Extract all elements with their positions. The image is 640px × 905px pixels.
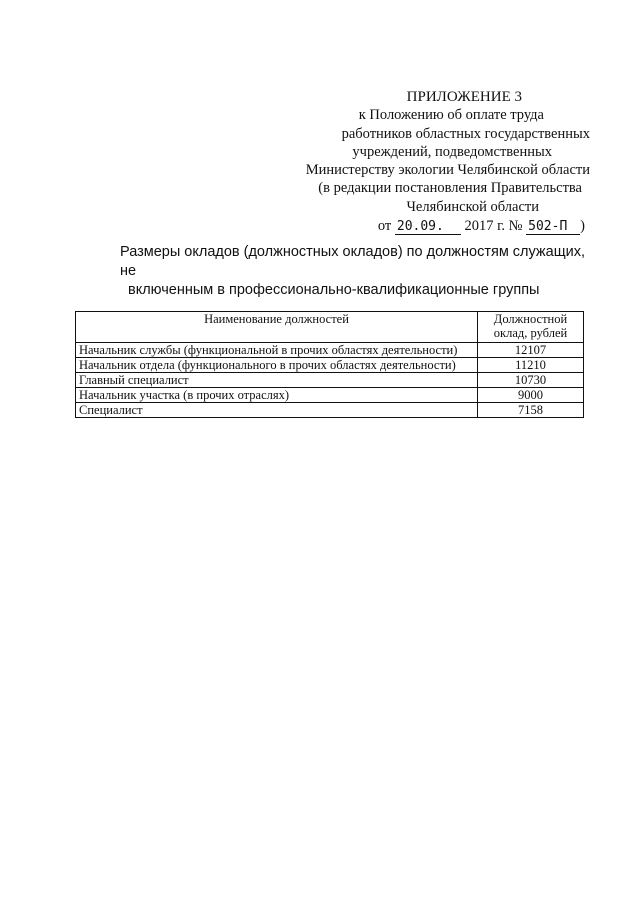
position-name-cell: Начальник службы (функциональной в прочих областях деятельности) (76, 343, 478, 358)
appendix-line: работников областных государственных (341, 125, 590, 142)
header-salary (478, 312, 584, 343)
appendix-line: Министерству экологии Челябинской области (305, 162, 590, 179)
heading-line-1: Размеры окладов (должностных окладов) по должностям служащих, не (120, 244, 586, 279)
resolution-date-line (260, 217, 585, 235)
table-row (76, 373, 584, 388)
document-heading (120, 243, 590, 300)
appendix-line: (в редакции постановления Правительства (318, 180, 582, 197)
position-name-cell: Начальник отдела (функционального в прочих областях деятельности) (76, 358, 478, 373)
table-row (76, 388, 584, 403)
appendix-block (260, 88, 590, 235)
resolution-date: 20.09. (395, 220, 461, 235)
salary-cell: 10730 (478, 373, 584, 388)
appendix-title: ПРИЛОЖЕНИЕ 3 (406, 89, 522, 105)
appendix-line: учреждений, подведомственных (352, 143, 552, 160)
table-row (76, 343, 584, 358)
salary-cell: 7158 (478, 403, 584, 418)
salary-cell: 9000 (478, 388, 584, 403)
appendix-line: к Положению об оплате труда (358, 107, 544, 124)
salary-table (75, 311, 584, 418)
header-salary-line-1: Должностной (493, 312, 568, 326)
position-name-cell: Главный специалист (76, 373, 478, 388)
resolution-year: 2017 г. № (464, 218, 523, 235)
salary-cell: 11210 (478, 358, 584, 373)
appendix-line: Челябинской области (406, 198, 539, 215)
date-prefix: от (377, 218, 392, 235)
position-name-cell: Специалист (76, 403, 478, 418)
header-salary-line-2: оклад, рублей (493, 326, 568, 340)
position-name-cell: Начальник участка (в прочих отраслях) (76, 388, 478, 403)
table-header-row (76, 312, 584, 343)
table-row (76, 403, 584, 418)
header-position-name: Наименование должностей (76, 312, 478, 343)
heading-line-2: включенным в профессионально-квалификационные группы (128, 282, 540, 298)
salary-cell: 12107 (478, 343, 584, 358)
table-row (76, 358, 584, 373)
closing-paren: ) (580, 218, 585, 235)
resolution-number: 502-П (526, 220, 580, 235)
